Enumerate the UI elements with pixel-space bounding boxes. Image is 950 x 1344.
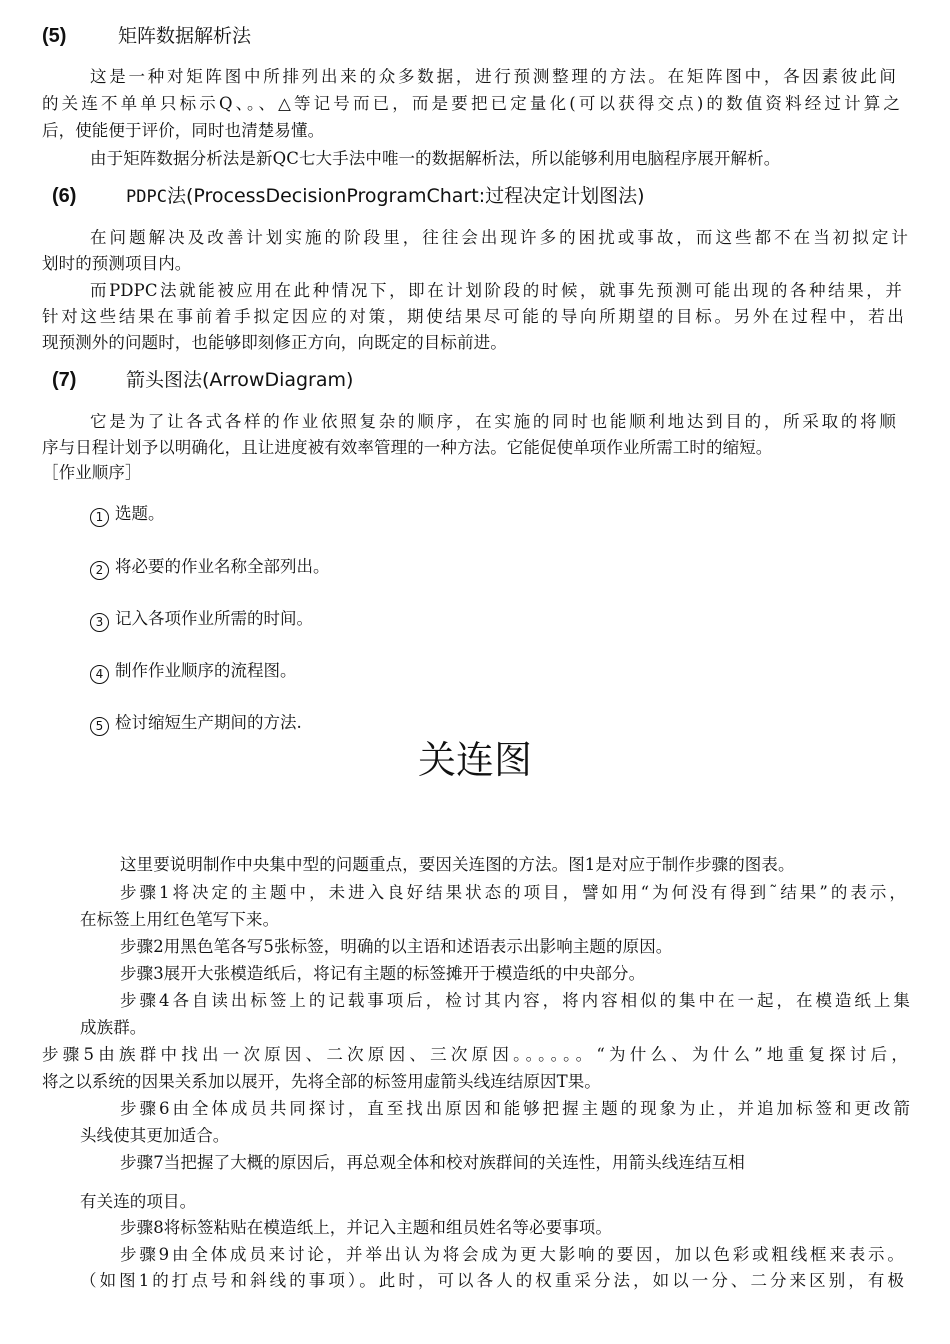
- section-title: 法(ProcessDecisionProgramChart:过程决定计划图法): [166, 185, 645, 207]
- step-item-1: [90, 502, 165, 527]
- paragraph-line: 的关连不单单只标示Q、。、△等记号而已，而是要把已定量化(可以获得交点)的数值资料经过计算之: [42, 94, 900, 113]
- paragraph-line: 在标签上用红色笔写下来。: [80, 910, 280, 929]
- paragraph-line: 这里要说明制作中央集中型的问题重点，要因关连图的方法。图1是对应于制作步骤的图表。: [120, 855, 795, 874]
- step-item-4: [90, 659, 297, 684]
- paragraph-line: 在问题解决及改善计划实施的阶段里，往往会出现许多的困扰或事故，而这些都不在当初拟定计: [90, 228, 908, 247]
- step-text: 选题。: [115, 504, 165, 523]
- section-number: (7): [52, 369, 77, 391]
- paragraph-line: 步骤4各自读出标签上的记载事项后，检讨其内容，将内容相似的集中在一起，在模造纸上集: [120, 991, 910, 1010]
- paragraph-line: 划时的预测项目内。: [42, 254, 192, 273]
- paragraph-line: 序与日程计划予以明确化，且让进度被有效率管理的一种方法。它能促使单项作业所需工时的缩短。: [42, 438, 773, 457]
- circled-number: 3: [90, 613, 109, 632]
- step-item-5: [90, 711, 302, 736]
- paragraph-line: 有关连的项目。: [80, 1192, 197, 1211]
- circled-number: 4: [90, 665, 109, 684]
- circled-number: 2: [90, 561, 109, 580]
- paragraph-line: 成族群。: [80, 1018, 147, 1037]
- section-heading-5: [42, 22, 251, 50]
- paragraph-line: 而PDPC法就能被应用在此种情况下，即在计划阶段的时候，就事先预测可能出现的各种结果，并: [90, 281, 902, 300]
- paragraph-line: （如图1的打点号和斜线的事项）。此时，可以各人的权重采分法，如以一分、二分来区别，有极: [80, 1271, 904, 1290]
- paragraph-line: ［作业顺序］: [42, 463, 142, 482]
- paragraph-line: 步骤8将标签粘贴在模造纸上，并记入主题和组员姓名等必要事项。: [120, 1218, 612, 1237]
- paragraph-line: 这是一种对矩阵图中所排列出来的众多数据，进行预测整理的方法。在矩阵图中，各因素彼此间: [90, 67, 896, 86]
- step-item-2: [90, 555, 330, 580]
- paragraph-line: 步骤9由全体成员来讨论，并举出认为将会成为更大影响的要因，加以色彩或粗线框来表示。: [120, 1245, 904, 1264]
- section-title: 箭头图法(ArrowDiagram): [126, 369, 354, 391]
- paragraph-line: 步骤7当把握了大概的原因后，再总观全体和校对族群间的关连性，用箭头线连结互相: [120, 1153, 745, 1172]
- section-number: (6): [52, 185, 77, 207]
- circled-number: 1: [90, 508, 109, 527]
- paragraph-line: 它是为了让各式各样的作业依照复杂的顺序，在实施的同时也能顺利地达到目的，所采取的将顺: [90, 412, 896, 431]
- step-text: 记入各项作业所需的时间。: [115, 609, 313, 628]
- paragraph-line: 头线使其更加适合。: [80, 1126, 230, 1145]
- paragraph-line: 将之以系统的因果关系加以展开，先将全部的标签用虚箭头线连结原因T果。: [42, 1072, 601, 1091]
- section-heading-7: [52, 366, 353, 394]
- paragraph-line: 现预测外的问题时，也能够即刻修正方向，向既定的目标前进。: [42, 333, 507, 352]
- paragraph-line: 针对这些结果在事前着手拟定因应的对策，期使结果尽可能的导向所期望的目标。另外在过程中，若出: [42, 307, 904, 326]
- step-item-3: [90, 607, 313, 632]
- paragraph-line: 由于矩阵数据分析法是新QC七大手法中唯一的数据解析法，所以能够利用电脑程序展开解析。: [90, 149, 781, 168]
- section-title-abbrev: PDPC: [126, 187, 167, 207]
- step-text: 将必要的作业名称全部列出。: [115, 557, 330, 576]
- paragraph-line: 步骤1将决定的主题中，未进入良好结果状态的项目，譬如用“为何没有得到˜结果”的表示，: [120, 883, 906, 902]
- section-heading-6: [52, 182, 645, 211]
- paragraph-line: 步骤3展开大张模造纸后，将记有主题的标签摊开于模造纸的中央部分。: [120, 964, 646, 983]
- circled-number: 5: [90, 717, 109, 736]
- section-number: (5): [42, 25, 67, 47]
- paragraph-line: 步骤2用黑色笔各写5张标签，明确的以主语和述语表示出影响主题的原因。: [120, 937, 673, 956]
- page-title: 关连图: [417, 738, 532, 782]
- paragraph-line: 步骤6由全体成员共同探讨，直至找出原因和能够把握主题的现象为止，并追加标签和更改箭: [120, 1099, 910, 1118]
- step-text: 检讨缩短生产期间的方法.: [115, 713, 302, 732]
- section-title: 矩阵数据解析法: [118, 25, 252, 47]
- paragraph-line: 后，使能便于评价，同时也清楚易懂。: [42, 121, 325, 140]
- step-text: 制作作业顺序的流程图。: [115, 661, 297, 680]
- paragraph-line: 步骤5由族群中找出一次原因、二次原因、三次原因。。。。。。“为什么、为什么”地重复探讨后，: [42, 1045, 908, 1064]
